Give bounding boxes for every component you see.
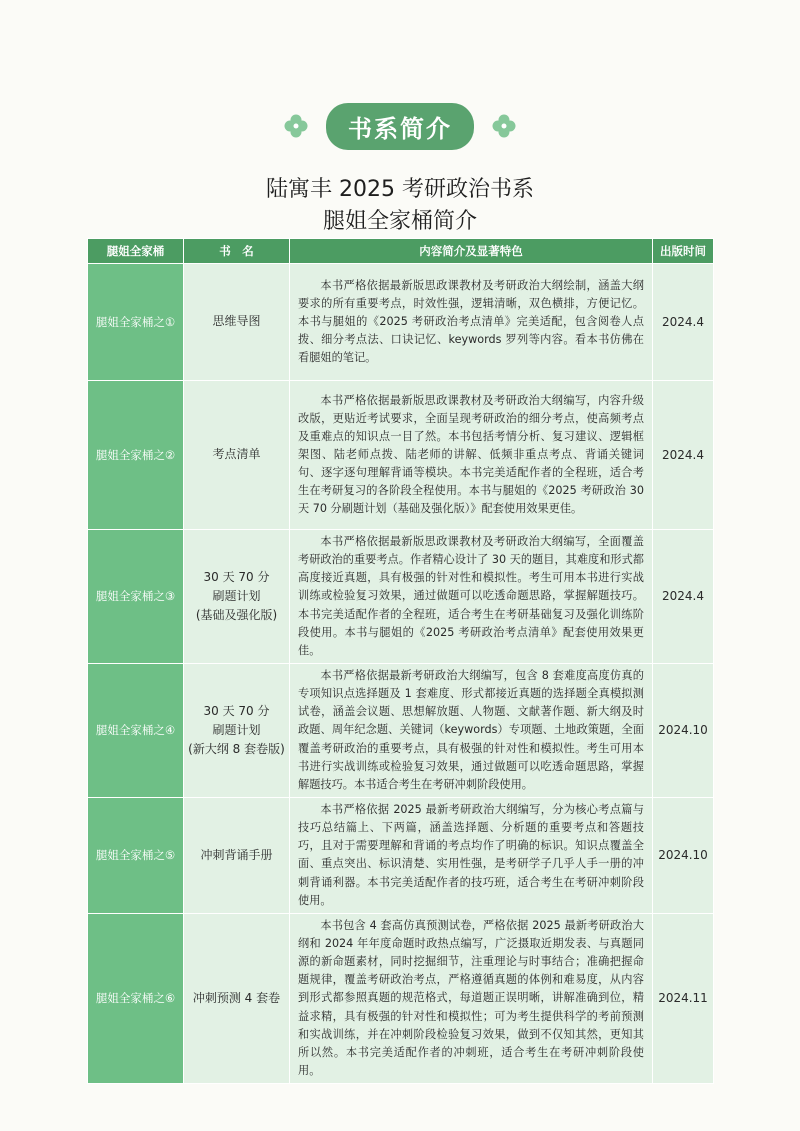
table-row [88,663,714,797]
table-row [88,381,714,530]
description-cell [290,381,653,530]
page-title: 陆寓丰 2025 考研政治书系 [266,177,534,202]
table-row [88,797,714,913]
series-cell: 腿姐全家桶之② [88,381,184,530]
series-cell: 腿姐全家桶之④ [88,663,184,797]
description-cell [290,264,653,381]
description-text: 本书严格依据 2025 最新考研政治大纲编写，分为核心考点篇与技巧总结篇上、下两篇，涵盖选择题、分析题的重要考点和答题技巧，且对于需要理解和背诵的考点均作了明确的标识。知识点覆盖全面、重点突出、标识清楚、实用性强，是考研学子几乎人手一册的冲刺背诵利器。本书完美适配作者的技巧班，适合考生在考研冲刺阶段使用。 [298,802,644,907]
book-name-line: 刷题计划 [212,588,261,603]
book-name-line: 30 天 70 分 [203,569,270,584]
date-cell: 2024.11 [653,913,714,1083]
book-name-cell [184,797,290,913]
column-header-book: 书 名 [184,239,290,264]
series-cell: 腿姐全家桶之⑥ [88,913,184,1083]
series-cell: 腿姐全家桶之③ [88,530,184,664]
description-cell [290,663,653,797]
date-cell: 2024.10 [653,797,714,913]
description-cell [290,797,653,913]
book-name-cell [184,264,290,381]
table-row [88,530,714,664]
column-header-description: 内容简介及显著特色 [290,239,653,264]
book-name-cell [184,913,290,1083]
book-series-table [87,238,714,1084]
description-text: 本书严格依据最新版思政课教材及考研政治大纲编写，内容升级改版，更贴近考试要求，全面呈现考研政治的细分考点，使高频考点及重难点的知识点一目了然。本书包括考情分析、复习建议、逻辑框架图、陆老师点拨、陆老师的讲解、低频非重点考点、背诵关键词句、逐字逐句理解背诵等模块。本书完美适配作者的全程班，适合考生在考研复习的各阶段全程使用。本书与腿姐的《2025 考研政治 30 天 70 分刷题计划（基础及强化版）》配套使用效果更佳。 [298,393,644,516]
section-banner [0,104,800,148]
table-row [88,264,714,381]
description-text: 本书严格依据最新版思政课教材及考研政治大纲绘制，涵盖大纲要求的所有重要考点，时效性强，逻辑清晰，双色横排，方便记忆。本书与腿姐的《2025 考研政治考点清单》完美适配，包含阅卷人点拨、细分考点法、口诀记忆、keywords 罗列等内容。看本书仿佛在看腿姐的笔记。 [298,278,644,365]
table-header-row [88,239,714,264]
series-cell: 腿姐全家桶之① [88,264,184,381]
book-name-line: 冲刺预测 4 套卷 [192,990,281,1005]
book-name-line: 冲刺背诵手册 [200,847,273,862]
series-cell: 腿姐全家桶之⑤ [88,797,184,913]
book-name-line: 刷题计划 [212,722,261,737]
clover-icon [490,112,518,140]
book-name-cell [184,530,290,664]
clover-icon [282,112,310,140]
book-name-line: (基础及强化版) [195,608,278,623]
description-cell [290,530,653,664]
book-name-line: (新大纲 8 套卷版) [188,742,285,757]
date-cell: 2024.4 [653,381,714,530]
book-name-line: 30 天 70 分 [203,703,270,718]
description-cell [290,913,653,1083]
date-cell: 2024.4 [653,530,714,664]
date-cell: 2024.4 [653,264,714,381]
table-row [88,913,714,1083]
description-text: 本书严格依据最新考研政治大纲编写，包含 8 套难度高度仿真的专项知识点选择题及 1 套难度、形式都接近真题的选择题全真模拟测试卷，涵盖会议题、思想解放题、人物题、文献著作题、新大纲及时政题、周年纪念题、关键词（keywords）专项题、土地政策题，全面覆盖考研政治的重要考点，具有极强的针对性和模拟性。考生可用本书进行实战训练或检验复习效果，通过做题可以吃透命题思路，掌握解题技巧。本书适合考生在考研冲刺阶段使用。 [298,668,644,791]
column-header-date: 出版时间 [653,239,714,264]
book-name-cell [184,381,290,530]
date-cell: 2024.10 [653,663,714,797]
column-header-series: 腿姐全家桶 [88,239,184,264]
page-subtitle: 腿姐全家桶简介 [322,209,477,234]
book-name-line: 考点清单 [212,447,261,462]
banner-title: 书系简介 [326,103,474,150]
book-name-cell [184,663,290,797]
description-text: 本书包含 4 套高仿真预测试卷，严格依据 2025 最新考研政治大纲和 2024 年年度命题时政热点编写，广泛摄取近期发表、与真题同源的新命题素材，同时挖掘细节，注重理论与时事结合；准确把握命题规律，覆盖考研政治考点，严格遵循真题的体例和难易度，从内容到形式都参照真题的规范格式，每道题正误明晰，讲解准确到位，精益求精，具有极强的针对性和模拟性；可为考生提供科学的考前预测和实战训练，并在冲刺阶段检验复习效果，做到不仅知其然，更知其所以然。本书完美适配作者的冲刺班，适合考生在考研冲刺阶段使用。 [298,918,644,1077]
book-name-line: 思维导图 [212,314,261,329]
description-text: 本书严格依据最新版思政课教材及考研政治大纲编写，全面覆盖考研政治的重要考点。作者精心设计了 30 天的题目，其难度和形式都高度接近真题，具有极强的针对性和模拟性。考生可用本书进行实战训练或检验复习效果，通过做题可以吃透命题思路，掌握解题技巧。本书完美适配作者的全程班，适合考生在考研基础复习及强化训练阶段使用。本书与腿姐的《2025 考研政治考点清单》配套使用效果更佳。 [298,535,644,657]
